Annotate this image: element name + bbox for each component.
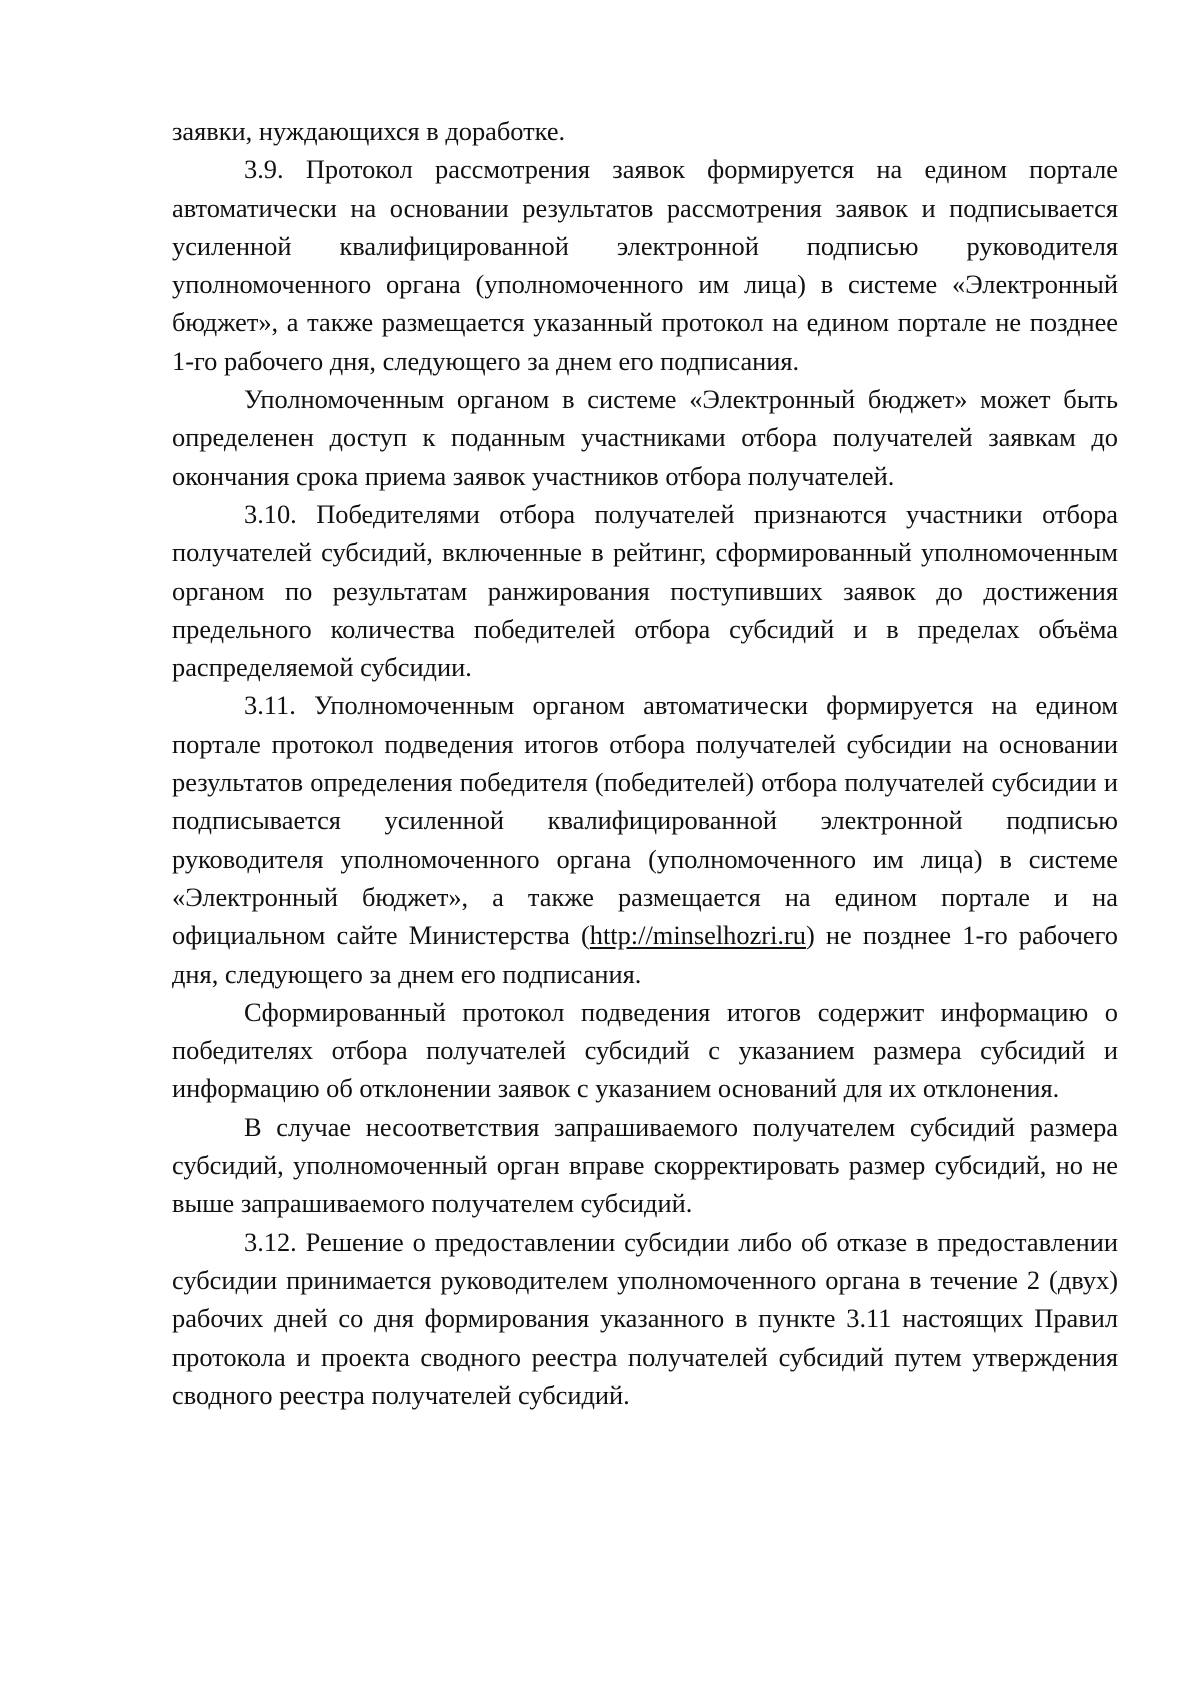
paragraph-protocol-content: Сформированный протокол подведения итогов содержит информацию о победителях отбора получателей субсидий с указанием размера субсидий и информацию об отклонении заявок с указанием оснований для их отклонения. <box>172 996 1118 1104</box>
paragraph-3-10: 3.10. Победителями отбора получателей признаются участники отбора получателей субсидий, включенные в рейтинг, сформированный уполномоченным органом по результатам ранжирования поступивших заявок до достижения предельного количества победителей отбора субсидий и в пределах объёма распределяемой субсидии. <box>172 498 1118 683</box>
paragraph-continuation: заявки, нуждающихся в доработке. <box>172 116 566 146</box>
ministry-website-link[interactable]: http://minselhozri.ru <box>589 920 806 951</box>
paragraph-3-11-text-end: ) не позднее 1-го рабочего дня, следующего за днем его подписания. <box>172 920 1118 989</box>
paragraph-access: Уполномоченным органом в системе «Электронный бюджет» может быть определенен доступ к поданным участниками отбора получателей заявкам до окончания срока приема заявок участников отбора получателей. <box>172 384 1118 491</box>
paragraph-3-9: 3.9. Протокол рассмотрения заявок формируется на едином портале автоматически на основании результатов рассмотрения заявок и подписывается усиленной квалифицированной электронной подписью руководителя уполномоченного органа (уполномоченного им лица) в системе «Электронный бюджет», а также размещается указанный протокол на едином портале не позднее 1-го рабочего дня, следующего за днем его подписания. <box>172 154 1118 376</box>
paragraph-3-12: 3.12. Решение о предоставлении субсидии либо об отказе в предоставлении субсидии принимается руководителем уполномоченного органа в течение 2 (двух) рабочих дней со дня формирования указанного в пункте 3.11 настоящих Правил протокола и проекта сводного реестра получателей субсидий путем утверждения сводного реестра получателей субсидий. <box>172 1226 1118 1410</box>
paragraph-3-11 <box>172 686 1118 992</box>
paragraph-3-11-text-start: 3.11. Уполномоченным органом автоматически формируется на едином портале протокол подведения итогов отбора получателей субсидии на основании результатов определения победителя (победителей) отбора получателей субсидии и подписывается усиленной квалифицированной электронной подписью руководителя уполномоченного органа (уполномоченного им лица) в системе «Электронный бюджет», а также размещается на едином портале и на официальном сайте Министерства ( <box>172 690 1118 951</box>
document-page <box>172 112 1118 1414</box>
paragraph-size-correction: В случае несоответствия запрашиваемого получателем субсидий размера субсидий, уполномоченный орган вправе скорректировать размер субсидий, но не выше запрашиваемого получателем субсидий. <box>172 1111 1118 1219</box>
